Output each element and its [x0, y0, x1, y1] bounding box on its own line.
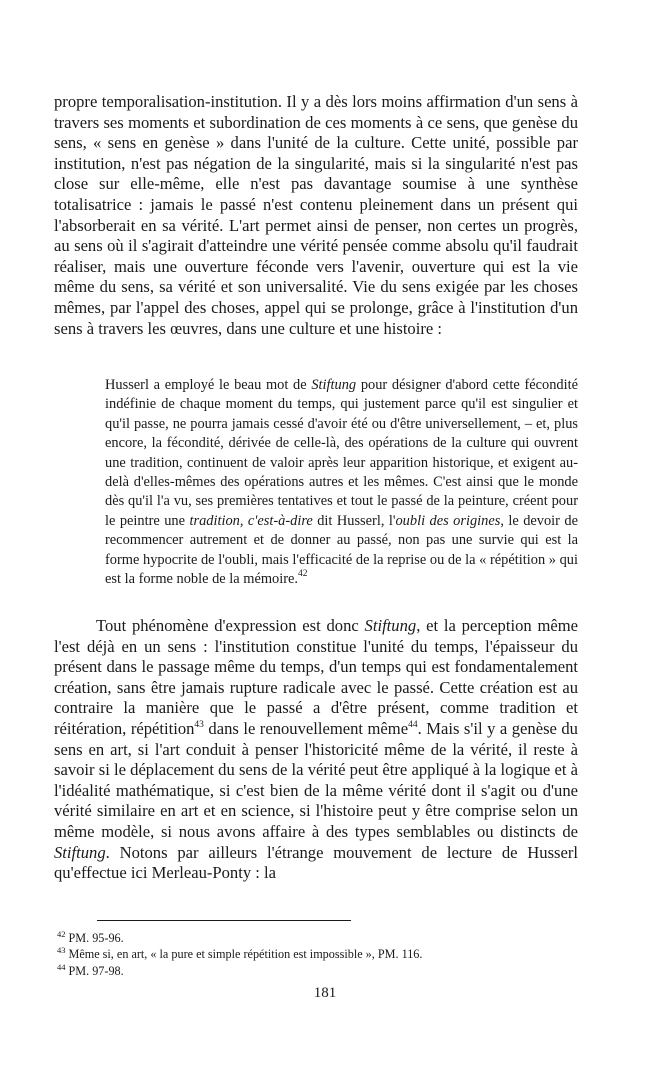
block-quote — [105, 376, 578, 589]
quote-italic-oubli: oubli des origines — [395, 512, 501, 529]
quote-text-3: dit Husserl, l' — [312, 512, 396, 529]
quote-text-1: Husserl a employé le beau mot de — [105, 377, 312, 393]
quote-text-2: pour désigner d'abord cette fécondité indéfinie de chaque moment du temps, qui justement parce qu'il est singulier et qu'il passe, ne pourra jamais cessé d'avoir été ou d'être universellement, – et, plus encore, la fécondité, dérivée de celle-là, des opérations de la culture qui ouvrent une tradition, continuent de valoir après leur apparition historique, et exigent au-delà d'elles-mêmes des opérations autres et les mêmes. C'est ainsi que le monde dès qu'il l'a vu, ses premières tentatives et tout le passé de la peinture, créent pour le peintre une — [105, 377, 579, 529]
main-paragraph-1: propre temporalisation-institution. Il y a dès lors moins affirmation d'un sens à travers ses moments et subordination de ces moments à ce sens, que genèse du sens, « sens en genèse » dans l'unité de la culture. Cette unité, possible par institution, n'est pas négation de la singularité, mais si la singularité n'est pas close sur elle-même, elle n'est pas davantage soumise à une synthèse totalisatrice : jamais le passé n'est contenu pleinement dans un présent qui l'absorberait en sa vérité. L'art permet ainsi de penser, non certes un progrès, au sens où il s'agirait d'atteindre une vérité pensée comme absolu qu'il faudrait réaliser, mais une ouverture féconde vers l'avenir, ouverture qui est la vie même du sens, sa vérité et son universalité. Vie du sens exigée par les choses mêmes, par l'appel des choses, appel qui se prolonge, grâce à l'institution d'un sens à travers les œuvres, dans une culture et une histoire : — [54, 92, 578, 338]
p2-italic-stiftung-1: Stiftung — [364, 616, 417, 635]
footnote-43 — [57, 946, 577, 962]
footnote-number: 43 — [57, 945, 66, 956]
quote-italic-tradition: tradition, c'est-à-dire — [189, 512, 313, 529]
footnote-number: 42 — [57, 929, 66, 939]
p2-text-2: , et la perception même l'est déjà en un sens : l'institution constitue l'unité du temps, l'épaisseur du présent dans le passage même du temps, d'un temps qui est fondamentalement création, sans être jamais rupture radicale avec le passé. Cette création est au contraire la manière que le passé a d'être présent, comme tradition et réitération, répétition — [54, 616, 578, 738]
footnote-44 — [57, 963, 577, 979]
footnote-ref-44[interactable]: 44 — [408, 719, 418, 730]
p2-italic-stiftung-2: Stiftung — [54, 842, 106, 862]
quote-italic-stiftung: Stiftung — [311, 377, 357, 393]
footnotes-section — [57, 930, 577, 979]
p2-text-5: . Notons par ailleurs l'étrange mouvement de lecture de Husserl qu'effectue ici Merleau-Ponty : la — [54, 842, 578, 883]
footnote-text: PM. 97-98. — [68, 963, 124, 978]
p2-text-4: . Mais s'il y a genèse du sens en art, si l'art conduit à penser l'historicité même de la vérité, il reste à savoir si le déplacement du sens de la vérité peut être appliqué à la logique et à l'idéalité mathématique, si c'est bien de la même vérité dont il s'agit ou d'une vérité similaire en art et en science, si l'histoire peut y être comprise selon un même modèle, si nous avons affaire à des types semblables ou distincts de — [54, 718, 578, 841]
quote-text-4: , le devoir de recommencer autrement et de donner au passé, non pas une survie qui est la forme hypocrite de l'oubli, mais l'efficacité de la reprise ou de la « répétition » qui est la forme noble de la mémoire. — [105, 512, 579, 588]
p2-text-1: Tout phénomène d'expression est donc — [96, 616, 365, 635]
footnote-text: Même si, en art, « la pure et simple répétition est impossible », PM. 116. — [68, 947, 423, 962]
main-paragraph-2 — [54, 616, 578, 884]
footnote-42 — [57, 930, 577, 946]
footnote-divider — [97, 920, 351, 921]
footnote-ref-43[interactable]: 43 — [194, 719, 204, 730]
footnote-text: PM. 95-96. — [68, 931, 124, 945]
page-number: 181 — [313, 985, 337, 1001]
footnote-number: 44 — [57, 961, 66, 972]
p2-text-3: dans le renouvellement même — [203, 718, 409, 738]
footnote-ref-42[interactable]: 42 — [298, 569, 308, 580]
